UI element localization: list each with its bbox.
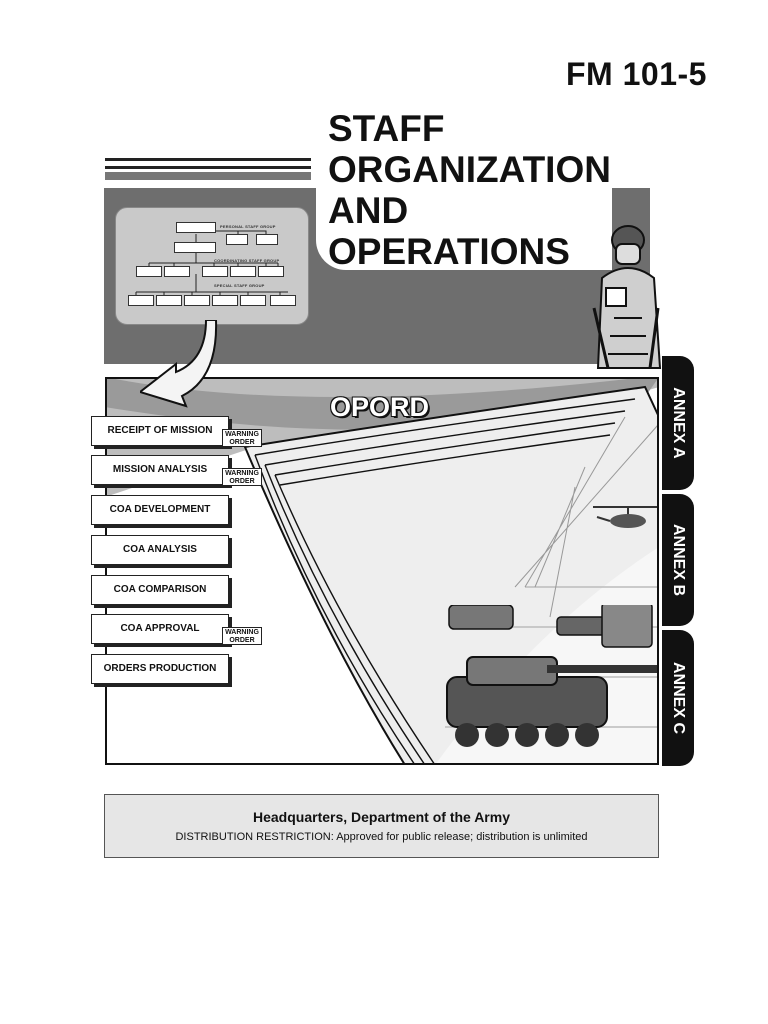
- flow-arrow-icon: [140, 320, 230, 410]
- helicopter-illustration: [593, 499, 659, 539]
- step-orders-production: ORDERS PRODUCTION: [91, 654, 229, 684]
- org-box-commander: [176, 222, 216, 233]
- org-box-personal-1: [226, 234, 248, 245]
- title-rule-top: [105, 158, 311, 161]
- headquarters-text: Headquarters, Department of the Army: [253, 809, 510, 825]
- title-rule-bottom: [105, 172, 311, 180]
- warning-order-badge: WARNING ORDER: [222, 429, 262, 447]
- title-line-2: ORGANIZATION: [328, 149, 611, 190]
- org-box-coord-4: [230, 266, 256, 277]
- org-chart: [115, 207, 309, 325]
- org-box-special-2: [156, 295, 182, 306]
- manual-number: FM 101-5: [566, 56, 707, 92]
- title-line-4: OPERATIONS: [328, 231, 570, 272]
- tank-illustration: [437, 605, 659, 765]
- step-coa-approval: COA APPROVAL: [91, 614, 229, 644]
- org-box-special-6: [270, 295, 296, 306]
- org-box-special-5: [240, 295, 266, 306]
- org-box-coord-5: [258, 266, 284, 277]
- step-coa-development: COA DEVELOPMENT: [91, 495, 229, 525]
- org-label-personal: PERSONAL STAFF GROUP: [220, 224, 276, 229]
- publisher-box: [104, 794, 659, 858]
- annex-c-label: ANNEX C: [670, 661, 687, 735]
- annex-b-tab[interactable]: [662, 494, 694, 626]
- opord-heading: OPORD: [330, 392, 430, 422]
- org-box-chief-of-staff: [174, 242, 216, 253]
- title-line-3: AND: [328, 190, 409, 231]
- annex-a-tab[interactable]: [662, 356, 694, 490]
- title-line-1: STAFF: [328, 108, 445, 149]
- distribution-restriction: DISTRIBUTION RESTRICTION: Approved for public release; distribution is unlimited: [175, 831, 588, 843]
- annex-b-label: ANNEX B: [670, 523, 687, 597]
- annex-a-label: ANNEX A: [670, 387, 687, 459]
- step-coa-comparison: COA COMPARISON: [91, 575, 229, 605]
- org-label-coordinating: COORDINATING STAFF GROUP: [214, 258, 280, 263]
- org-box-coord-2: [164, 266, 190, 277]
- title-rule-middle: [105, 166, 311, 169]
- annex-c-tab[interactable]: [662, 630, 694, 766]
- soldier-illustration: [584, 218, 668, 398]
- warning-order-badge: WARNING ORDER: [222, 627, 262, 645]
- org-box-special-1: [128, 295, 154, 306]
- step-receipt-of-mission: RECEIPT OF MISSION: [91, 416, 229, 446]
- org-label-special: SPECIAL STAFF GROUP: [214, 283, 265, 288]
- org-box-personal-2: [256, 234, 278, 245]
- org-box-special-3: [184, 295, 210, 306]
- step-coa-analysis: COA ANALYSIS: [91, 535, 229, 565]
- org-box-coord-3: [202, 266, 228, 277]
- org-box-coord-1: [136, 266, 162, 277]
- warning-order-badge: WARNING ORDER: [222, 468, 262, 486]
- org-box-special-4: [212, 295, 238, 306]
- step-mission-analysis: MISSION ANALYSIS: [91, 455, 229, 485]
